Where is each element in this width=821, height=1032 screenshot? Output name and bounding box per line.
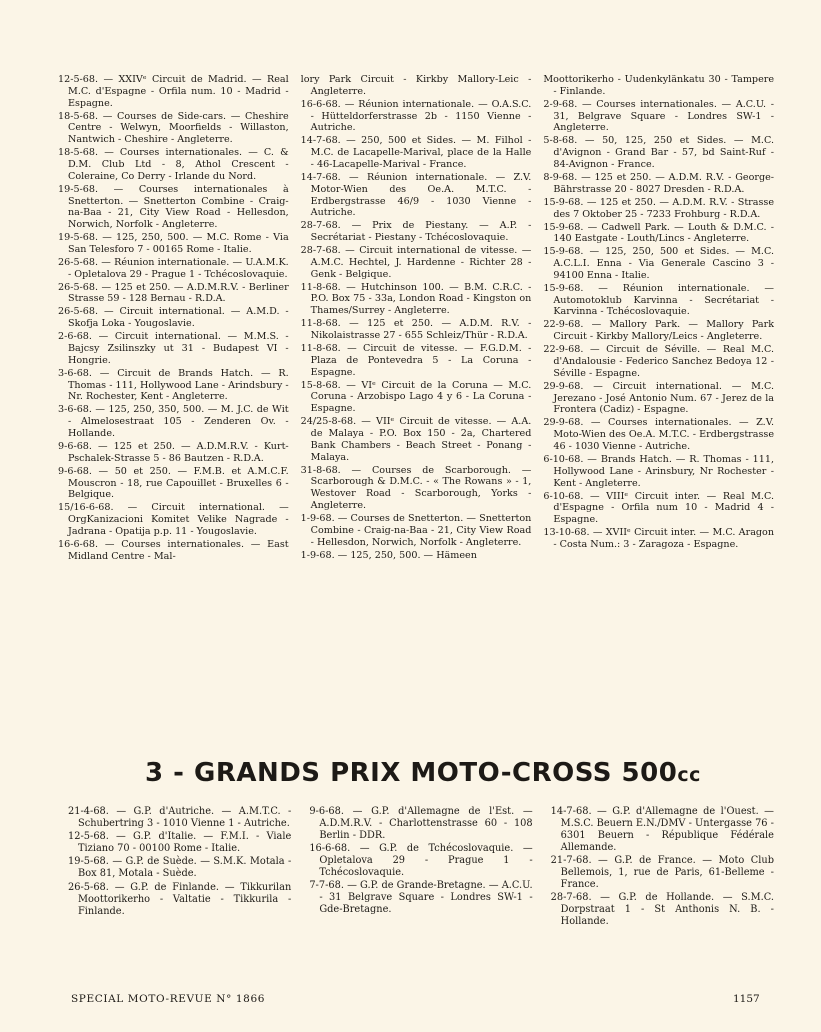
calendar-entry: 26-5-68. — Réunion internationale. — U.A.M.K. - Opletalova 29 - Prague 1 - Tchécoslovaquie. bbox=[58, 256, 289, 280]
calendar-entry: Moottorikerho - Uudenkylänkatu 30 - Tampere - Finlande. bbox=[543, 74, 775, 97]
calendar-entry: 8-9-68. — 125 et 250. — A.D.M. R.V. - George-Bährstrasse 20 - 8027 Dresden - R.D.A. bbox=[543, 171, 775, 195]
calendar-entry: 16-6-68. — Réunion internationale. — O.A.S.C. - Hütteldorferstrasse 2b - 1150 Vienne - Autriche. bbox=[300, 98, 532, 134]
calendar-entry: 14-7-68. — 250, 500 et Sides. — M. Filhol - M.C. de Lacapelle-Marival, place de la Halle - 46-Lacapelle-Marival - France. bbox=[300, 135, 532, 170]
calendar-entry: 26-5-68. — G.P. de Finlande. — Tikkurilan Moottorikerho - Valtatie - Tikkurila - Finlande. bbox=[68, 881, 292, 917]
calendar-entry: 22-9-68. — Mallory Park. — Mallory Park Circuit - Kirkby Mallory/Leics - Angleterre. bbox=[543, 319, 775, 343]
calendar-entry: 31-8-68. — Courses de Scarborough. — Scarborough & D.M.C. - « The Rowans » - 1, Westover Road - Scarborough, Yorks - Angleterre. bbox=[300, 464, 532, 511]
calendar-entry: 29-9-68. — Circuit international. — M.C. Jerezano - José Antonio Num. 67 - Jerez de la Frontera (Cadiz) - Espagne. bbox=[543, 380, 775, 416]
section-heading-text: 3 - GRANDS PRIX MOTO-CROSS 500 bbox=[145, 758, 678, 788]
motocross-column-2 bbox=[309, 806, 550, 964]
page-number: 1157 bbox=[733, 993, 760, 1005]
calendar-entry: 22-9-68. — Circuit de Séville. — Real M.C. d'Andalousie - Federico Sanchez Bedoya 12 - Séville - Espagne. bbox=[543, 344, 775, 379]
calendar-entry: 11-8-68. — 125 et 250. — A.D.M. R.V. - Nikolaistrasse 27 - 655 Schleiz/Thür - R.D.A. bbox=[300, 318, 532, 342]
calendar-entry: 16-6-68. — Courses internationales. — East Midland Centre - Mal- bbox=[58, 538, 289, 562]
calendar-entry: 18-5-68. — Courses internationales. — C. & D.M. Club Ltd - 8, Athol Crescent - Coleraine, Co Derry - Irlande du Nord. bbox=[58, 147, 289, 182]
calendar-entry: 13-10-68. — XVIIᵉ Circuit inter. — M.C. Aragon - Costa Num.: 3 - Zaragoza - Espagne. bbox=[543, 527, 775, 550]
motocross-column-3 bbox=[551, 806, 774, 964]
calendar-entry: 11-8-68. — Circuit de vitesse. — F.G.D.M. - Plaza de Pontevedra 5 - La Coruna - Espagne. bbox=[300, 343, 532, 378]
calendar-entry: 12-5-68. — XXIVᵉ Circuit de Madrid. — Real M.C. d'Espagne - Orfila num. 10 - Madrid - Espagne. bbox=[58, 74, 289, 109]
calendar-entry: 7-7-68. — G.P. de Grande-Bretagne. — A.C.U. - 31 Belgrave Square - Londres SW-1 - Gde-Bretagne. bbox=[309, 880, 533, 916]
calendar-entry: 5-8-68. — 50, 125, 250 et Sides. — M.C. d'Avignon - Grand Bar - 57, bd Saint-Ruf - 84-Avignon - France. bbox=[543, 135, 775, 170]
calendar-entry: 15-9-68. — 125, 250, 500 et Sides. — M.C. A.C.L.I. Enna - Via Generale Cascino 3 - 94100 Enna - Italie. bbox=[543, 246, 775, 281]
calendar-entry: 9-6-68. — 125 et 250. — A.D.M.R.V. - Kurt-Pschalek-Strasse 5 - 86 Bautzen - R.D.A. bbox=[58, 440, 289, 464]
race-calendar-columns bbox=[58, 74, 774, 714]
section-heading-unit: cc bbox=[677, 764, 701, 786]
calendar-entry: lory Park Circuit - Kirkby Mallory-Leic - Angleterre. bbox=[300, 74, 532, 97]
calendar-entry: 28-7-68. — Circuit international de vitesse. — A.M.C. Hechtel, J. Hardenne - Richter 28 - Genk - Belgique. bbox=[300, 245, 532, 280]
calendar-entry: 19-5-68. — 125, 250, 500. — M.C. Rome - Via San Telesforo 7 - 00165 Rome - Italie. bbox=[58, 232, 289, 255]
section-heading bbox=[145, 758, 705, 788]
calendar-column-2 bbox=[301, 74, 544, 714]
motocross-calendar-columns bbox=[68, 806, 774, 964]
calendar-entry: 16-6-68. — G.P. de Tchécoslovaquie. — Opletalova 29 - Prague 1 - Tchécoslovaquie. bbox=[309, 843, 533, 879]
calendar-entry: 29-9-68. — Courses internationales. — Z.V. Moto-Wien des Oe.A. M.T.C. - Erdbergstrasse 46 - 1030 Vienne - Autriche. bbox=[543, 417, 775, 452]
calendar-column-3 bbox=[543, 74, 774, 714]
calendar-entry: 9-6-68. — 50 et 250. — F.M.B. et A.M.C.F. Mouscron - 18, rue Capouillet - Bruxelles 6 - Belgique. bbox=[58, 465, 289, 501]
calendar-entry: 2-9-68. — Courses internationales. — A.C.U. - 31, Belgrave Square - Londres SW-1 - Angleterre. bbox=[543, 98, 775, 134]
calendar-entry: 15-9-68. — 125 et 250. — A.D.M. R.V. - Strasse des 7 Oktober 25 - 7233 Frohburg - R.D.A. bbox=[543, 196, 775, 220]
calendar-entry: 21-4-68. — G.P. d'Autriche. — A.M.T.C. - Schubertring 3 - 1010 Vienne 1 - Autriche. bbox=[68, 806, 292, 829]
calendar-entry: 19-5-68. — Courses internationales à Snetterton. — Snetterton Combine - Craig-na-Baa - 21, City View Road - Hellesdon, Norwich, Norfolk - Angleterre. bbox=[58, 183, 289, 231]
calendar-entry: 3-6-68. — Circuit de Brands Hatch. — R. Thomas - 111, Hollywood Lane - Arindsbury - Nr. Rochester, Kent - Angleterre. bbox=[58, 367, 289, 403]
calendar-entry: 15/16-6-68. — Circuit international. — OrgKanizacioni Komitet Velike Nagrade - Jadrana - Opatija p.p. 11 - Yougoslavie. bbox=[58, 502, 289, 537]
calendar-entry: 14-7-68. — Réunion internationale. — Z.V. Motor-Wien des Oe.A. M.T.C. - Erdbergstrasse 46/9 - 1030 Vienne - Autriche. bbox=[300, 171, 532, 219]
calendar-entry: 11-8-68. — Hutchinson 100. — B.M. C.R.C. - P.O. Box 75 - 33a, London Road - Kingston on Thames/Surrey - Angleterre. bbox=[300, 281, 532, 317]
calendar-entry: 21-7-68. — G.P. de France. — Moto Club Bellemois, 1, rue de Paris, 61-Belleme - France. bbox=[550, 855, 774, 891]
calendar-entry: 6-10-68. — Brands Hatch. — R. Thomas - 111, Hollywood Lane - Arinsbury, Nr Rochester - Kent - Angleterre. bbox=[543, 453, 775, 489]
calendar-entry: 1-9-68. — 125, 250, 500. — Hämeen bbox=[300, 549, 477, 561]
calendar-entry: 1-9-68. — Courses de Snetterton. — Snetterton Combine - Craig-na-Baa - 21, City View Road - Hellesdon, Norwich, Norfolk - Angleterre. bbox=[300, 512, 532, 548]
calendar-entry: 26-5-68. — 125 et 250. — A.D.M.R.V. - Berliner Strasse 59 - 128 Bernau - R.D.A. bbox=[58, 281, 289, 305]
calendar-entry: 26-5-68. — Circuit international. — A.M.D. - Skofja Loka - Yougoslavie. bbox=[58, 306, 289, 330]
calendar-entry: 15-9-68. — Réunion internationale. — Automotoklub Karvinna - Secrétariat - Karvinna - Tchécoslovaquie. bbox=[543, 282, 775, 318]
calendar-entry: 12-5-68. — G.P. d'Italie. — F.M.I. - Viale Tiziano 70 - 00100 Rome - Italie. bbox=[68, 831, 292, 855]
calendar-entry: 28-7-68. — Prix de Piestany. — A.P. - Secrétariat - Piestany - Tchécoslovaquie. bbox=[300, 220, 532, 244]
calendar-entry: 14-7-68. — G.P. d'Allemagne de l'Ouest. — M.S.C. Beuern E.N./DMV - Untergasse 76 - 6301 Beuern - République Fédérale Allemande. bbox=[550, 806, 774, 853]
calendar-entry: 19-5-68. — G.P. de Suède. — S.M.K. Motala - Box 81, Motala - Suède. bbox=[68, 856, 292, 880]
calendar-entry: 18-5-68. — Courses de Side-cars. — Cheshire Centre - Welwyn, Moorfields - Willaston, Nantwich - Cheshire - Angleterre. bbox=[58, 110, 289, 146]
calendar-entry: 15-9-68. — Cadwell Park. — Louth & D.M.C. - 140 Eastgate - Louth/Lincs - Angleterre. bbox=[543, 221, 775, 245]
motocross-column-1 bbox=[68, 806, 309, 964]
calendar-column-1 bbox=[58, 74, 301, 714]
calendar-entry: 3-6-68. — 125, 250, 350, 500. — M. J.C. de Wit - Almelosestraat 105 - Zenderen Ov. - Hollande. bbox=[58, 404, 289, 439]
publication-footer: SPECIAL MOTO-REVUE N° 1866 bbox=[71, 993, 266, 1005]
calendar-entry: 28-7-68. — G.P. de Hollande. — S.M.C. Dorpstraat 1 - St Anthonis N. B. - Hollande. bbox=[550, 892, 774, 928]
calendar-entry: 6-10-68. — VIIIᵉ Circuit inter. — Real M.C. d'Espagne - Orfila num 10 - Madrid 4 - Espagne. bbox=[543, 490, 775, 526]
calendar-entry: 15-8-68. — VIᵉ Circuit de la Coruna — M.C. Coruna - Arzobispo Lago 4 y 6 - La Coruna - Espagne. bbox=[300, 379, 532, 415]
calendar-entry: 9-6-68. — G.P. d'Allemagne de l'Est. — A.D.M.R.V. - Charlottenstrasse 60 - 108 Berlin - DDR. bbox=[309, 806, 533, 841]
calendar-entry: 24/25-8-68. — VIIᵉ Circuit de vitesse. — A.A. de Malaya - P.O. Box 150 - 2a, Chartered Bank Chambers - Beach Street - Ponang - Malaya. bbox=[300, 416, 532, 463]
calendar-entry: 2-6-68. — Circuit international. — M.M.S. - Bajcsy Zsilinszky ut 31 - Budapest VI - Hongrie. bbox=[58, 331, 289, 366]
